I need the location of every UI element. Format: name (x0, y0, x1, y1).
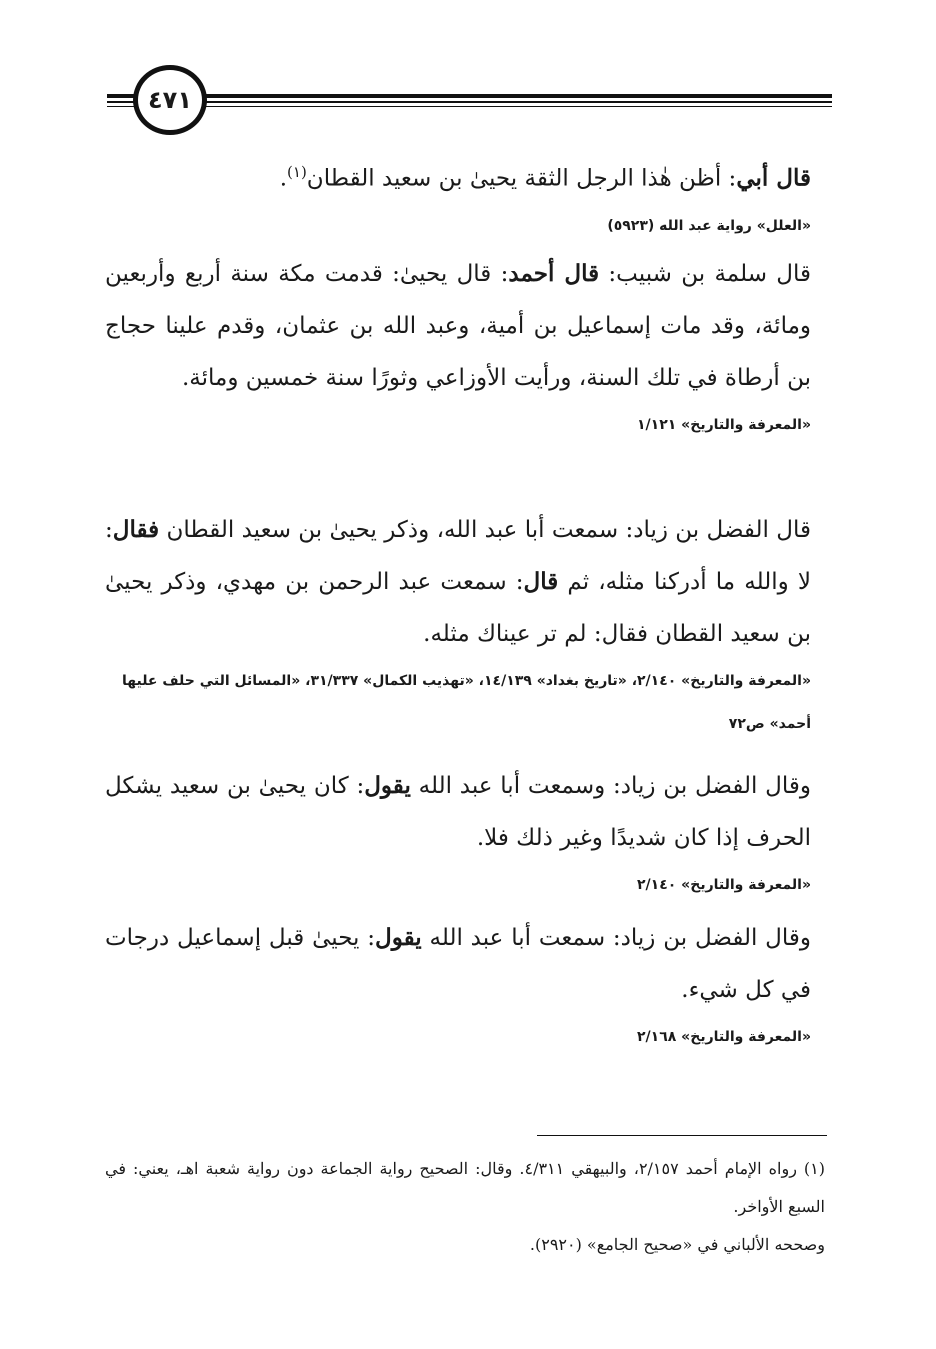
footnote-text: وصححه الألباني في «صحيح الجامع» (٢٩٢٠). (529, 1235, 825, 1254)
narrator-lead: قال أحمد (508, 260, 600, 287)
narration-text: قال أبي: أظن هٰذا الرجل الثقة يحيىٰ بن سعيد القطان$^{(١)}$. (279, 163, 811, 192)
page-header (0, 0, 936, 140)
narrator-lead: يقول (364, 772, 411, 799)
narrator-lead: فقال (112, 516, 160, 543)
footnote-text: (١) رواه الإمام أحمد ٢/١٥٧، والبيهقي ٤/٣١١. وقال: الصحيح رواية الجماعة دون رواية شعبة اهـ، يعني: في السبع الأواخر. (105, 1159, 826, 1216)
header-rule (107, 101, 832, 103)
page-number-badge (133, 65, 207, 135)
footnote (105, 1150, 825, 1264)
source-citation: «المعرفة والتاريخ» ١/١٢١ (637, 417, 811, 433)
footnote-separator (537, 1135, 827, 1136)
narrator-lead: قال أبي (736, 164, 811, 192)
narration-block (105, 912, 811, 1059)
narrator-lead: يقول (375, 924, 422, 951)
narration-text: قال سلمة بن شبيب: قال أحمد: قال يحيىٰ: قدمت مكة سنة أربع وأربعين ومائة، وقد مات إسماعيل بن أمية، وعبد الله بن عثمان، وقدم علينا حجاج بن أرطاة في تلك السنة، ورأيت الأوزاعي وثورًا سنة خمسين ومائة. (105, 260, 811, 391)
footnote-ref: (١) (287, 163, 307, 181)
narration-block (105, 146, 811, 248)
narration-block (105, 504, 811, 746)
source-citation: «المعرفة والتاريخ» ٢/١٦٨ (637, 1029, 811, 1045)
source-citation: «المعرفة والتاريخ» ٢/١٤٠، «تاريخ بغداد» ١٤/١٣٩، «تهذيب الكمال» ٣١/٣٣٧، «المسائل التي حلف عليها أحمد» ص٧٢ (121, 673, 811, 732)
source-citation: «المعرفة والتاريخ» ٢/١٤٠ (637, 877, 811, 893)
header-rule (107, 106, 832, 107)
page-number: ٤٧١ (148, 86, 192, 114)
narration-text: وقال الفضل بن زياد: سمعت أبا عبد الله يقول: يحيىٰ قبل إسماعيل درجات في كل شيء. (105, 924, 812, 1003)
source-citation: «العلل» رواية عبد الله (٥٩٢٣) (607, 217, 811, 234)
narration-block (105, 760, 811, 907)
narrator-lead: قال (523, 568, 559, 595)
header-rule (107, 94, 832, 98)
narration-text: قال الفضل بن زياد: سمعت أبا عبد الله، وذكر يحيىٰ بن سعيد القطان فقال: لا والله ما أدركنا مثله، ثم قال: سمعت عبد الرحمن بن مهدي، وذكر يحيىٰ بن سعيد القطان فقال: لم تر عيناك مثله. (105, 516, 811, 647)
narration-text: وقال الفضل بن زياد: وسمعت أبا عبد الله يقول: كان يحيىٰ بن سعيد يشكل الحرف إذا كان شديدًا وغير ذلك فلا. (105, 772, 812, 851)
narration-block (105, 248, 811, 447)
